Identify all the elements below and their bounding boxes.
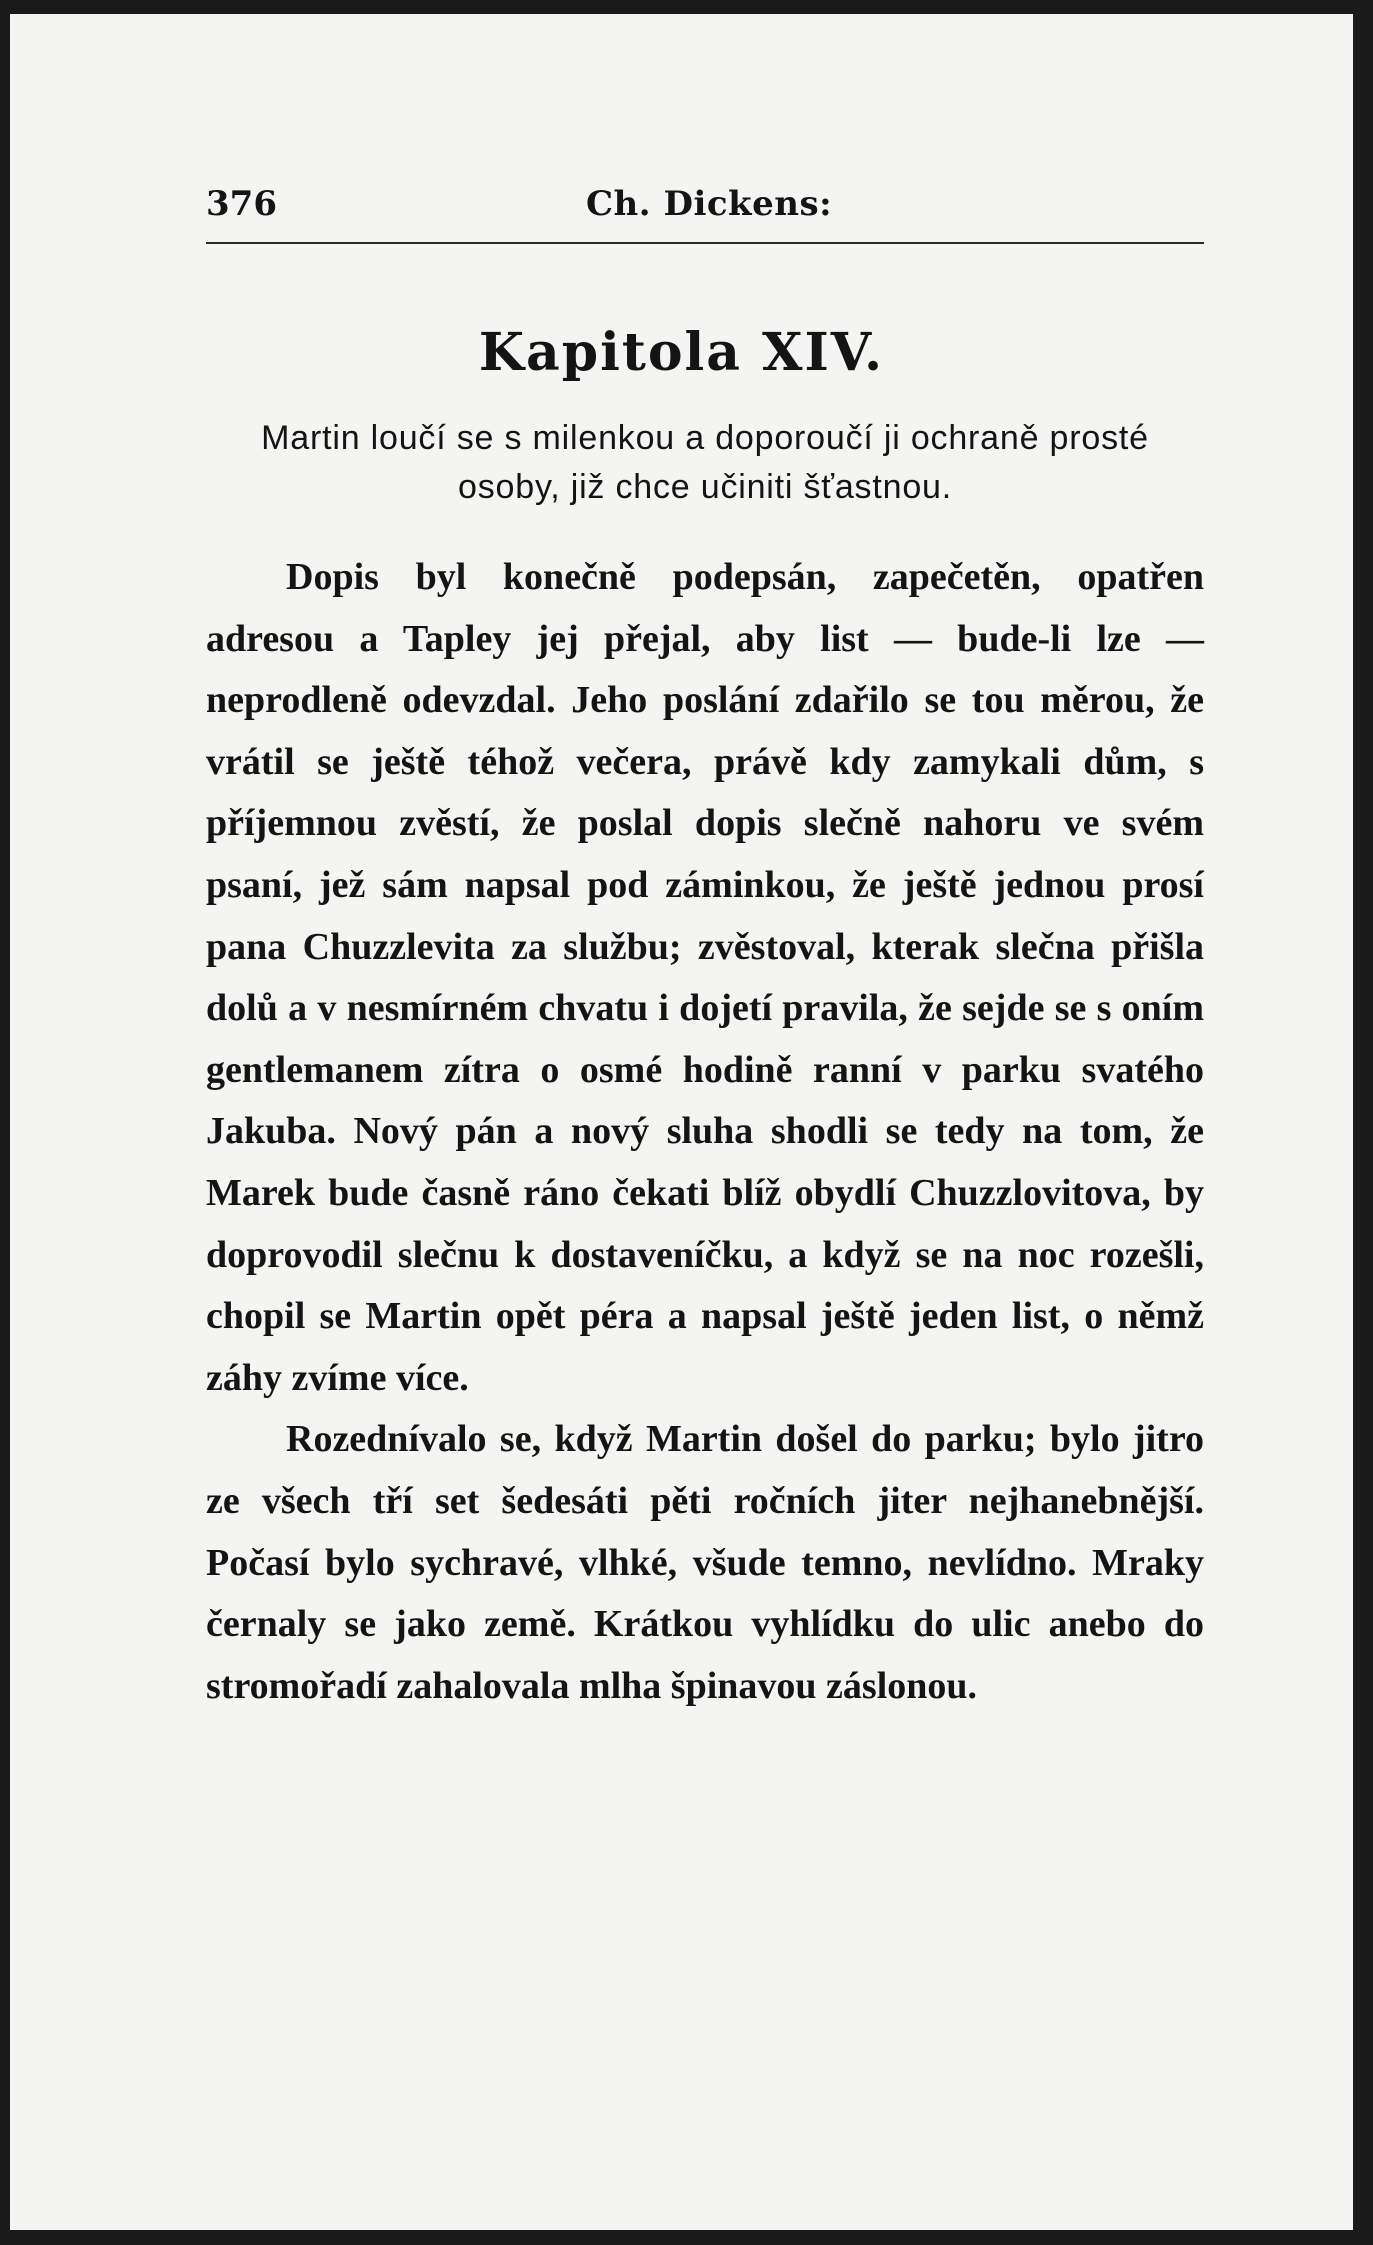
running-head: Ch. Dickens: <box>586 184 833 224</box>
chapter-synopsis: Martin loučí se s milenkou a doporoučí ji ochraně prosté osoby, již chce učiniti šťastnou. <box>261 419 1149 506</box>
body-text <box>206 547 1204 1717</box>
paragraph: Rozednívalo se, když Martin došel do parku; bylo jitro ze všech tří set šedesáti pěti ročních jiter nejhanebnější. Počasí bylo sychravé, vlhké, všude temno, nevlídno. Mraky černaly se jako země. Krátkou vyhlídku do ulic anebo do stromořadí zahalovala mlha špinavou záslonou. <box>206 1418 1204 1707</box>
page-header <box>206 182 1204 232</box>
page-number: 376 <box>206 184 277 224</box>
paragraph: Dopis byl konečně podepsán, zapečetěn, opatřen adresou a Tapley jej přejal, aby list — bude-li lze — neprodleně odevzdal. Jeho poslání zdařilo se tou měrou, že vrátil se ještě téhož večera, právě kdy zamykali dům, s příjemnou zvěstí, že poslal dopis slečně nahoru ve svém psaní, jež sám napsal pod záminkou, že ještě jednou prosí pana Chuzzlevita za službu; zvěstoval, kterak slečna přišla dolů a v nesmírném chvatu i dojetí pravila, že sejde se s oním gentlemanem zítra o osmé hodině ranní v parku svatého Jakuba. Nový pán a nový sluha shodli se tedy na tom, že Marek bude časně ráno čekati blíž obydlí Chuzzlovitova, by doprovodil slečnu k dostaveníčku, a když se na noc rozešli, chopil se Martin opět péra a napsal ještě jeden list, o němž záhy zvíme více. <box>206 556 1204 1399</box>
header-rule <box>206 242 1204 244</box>
chapter-title: Kapitola XIV. <box>478 322 885 383</box>
book-page <box>10 14 1353 2230</box>
